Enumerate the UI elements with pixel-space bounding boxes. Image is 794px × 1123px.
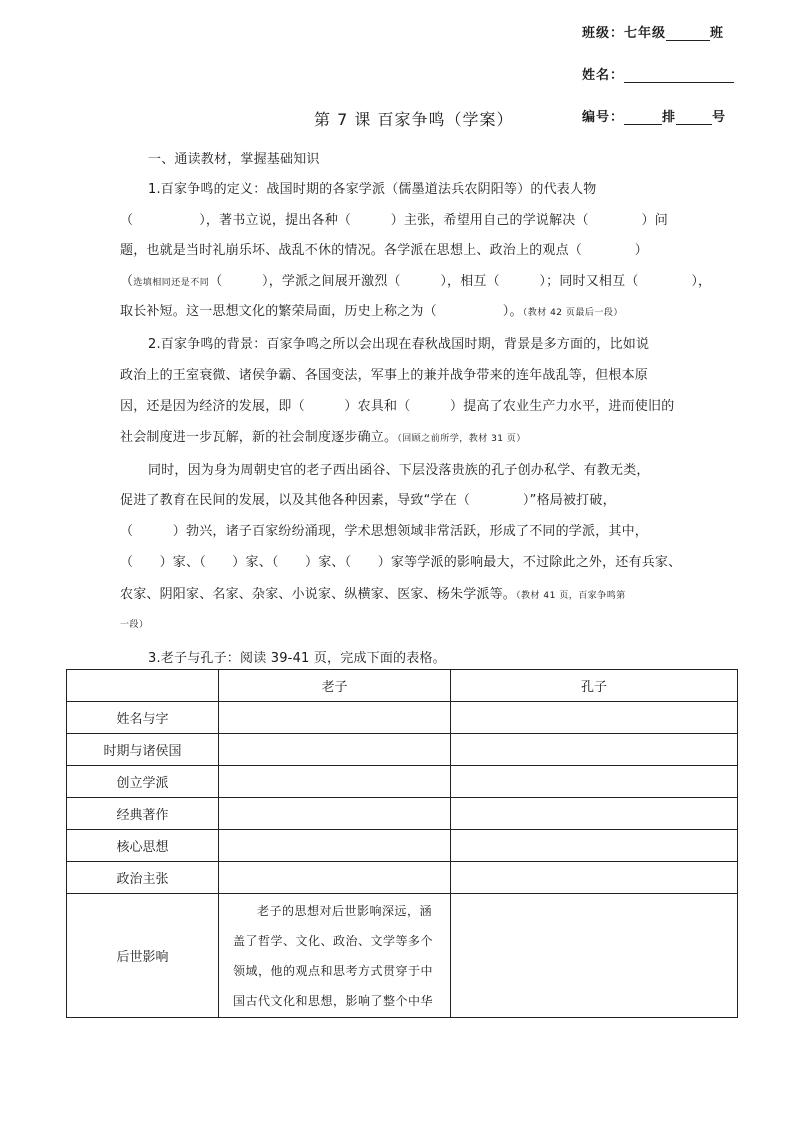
table-row: [67, 894, 738, 1018]
p1-line-3: 题，也就是当时礼崩乐坏、战乱不休的情况。各学派在思想上、政治上的观点（ ）: [120, 243, 649, 258]
laozi-influence-text: 老子的思想对后世影响深远，涵盖了哲学、文化、政治、文学等多个领域，他的观点和思考方式贯穿于中国古代文化和思想，影响了整个中华: [233, 904, 434, 1008]
table-row: [67, 734, 738, 766]
p3-line-4: （ ）家、（ ）家、（ ）家、（ ）家等学派的影响最大，不过除此之外，还有兵家、: [120, 555, 682, 570]
p3-line-5: 农家、阴阳家、名家、杂家、小说家、纵横家、医家、杨朱学派等。（教材 41 页，百家争鸣第: [120, 587, 626, 602]
laozi-school-cell[interactable]: [219, 766, 451, 798]
page-title: 第 7 课 百家争鸣（学案）: [314, 110, 514, 129]
pai-label: 排: [662, 110, 677, 125]
table-row: [67, 862, 738, 894]
class-suffix: 班: [710, 26, 725, 41]
section-heading: 一、通读教材，掌握基础知识: [148, 152, 320, 167]
kongzi-influence-cell[interactable]: [451, 894, 738, 1018]
laozi-influence-cell[interactable]: [219, 894, 451, 1018]
table-row: [67, 830, 738, 862]
row-label-influence: 后世影响: [67, 894, 219, 1018]
kongzi-politics-cell[interactable]: [451, 862, 738, 894]
kongzi-core-cell[interactable]: [451, 830, 738, 862]
pai-blank[interactable]: [624, 110, 662, 125]
table-row: [67, 798, 738, 830]
p1-line-1: 1.百家争鸣的定义：战国时期的各家学派（儒墨道法兵农阴阳等）的代表人物: [148, 182, 597, 197]
p1-line-5: 取长补短。这一思想文化的繁荣局面，历史上称之为（ ）。（教材 42 页最后一段）: [120, 304, 623, 319]
laozi-politics-cell[interactable]: [219, 862, 451, 894]
p1-line-2: （ ），著书立说，提出各种（ ）主张，希望用自己的学说解决（ ）问: [120, 213, 668, 228]
laozi-works-cell[interactable]: [219, 798, 451, 830]
hao-label: 号: [712, 110, 727, 125]
p3-line-3: （ ）勃兴，诸子百家纷纷涌现，学术思想领域非常活跃，形成了不同的学派，其中，: [120, 524, 649, 539]
kongzi-school-cell[interactable]: [451, 766, 738, 798]
kongzi-works-cell[interactable]: [451, 798, 738, 830]
name-label: 姓名：: [582, 68, 625, 83]
laozi-period-cell[interactable]: [219, 734, 451, 766]
name-field: [582, 64, 734, 83]
header-empty-cell: [67, 670, 219, 702]
table-header-row: [67, 670, 738, 702]
row-label-school: 创立学派: [67, 766, 219, 798]
p3-line-2: 促进了教育在民间的发展，以及其他各种因素，导致“学在（ ）”格局被打破，: [120, 493, 616, 508]
kongzi-name-cell[interactable]: [451, 702, 738, 734]
class-blank[interactable]: [666, 26, 710, 41]
row-label-works: 经典著作: [67, 798, 219, 830]
header-laozi: 老子: [219, 670, 451, 702]
row-label-politics: 政治主张: [67, 862, 219, 894]
header-kongzi: 孔子: [451, 670, 738, 702]
class-field: [582, 22, 724, 41]
laozi-core-cell[interactable]: [219, 830, 451, 862]
p3-note-a: （教材 41 页，百家争鸣第: [516, 591, 626, 601]
class-label: 班级：七年级: [582, 26, 667, 41]
p2-note: （回顾之前所学，教材 31 页）: [397, 434, 526, 444]
p2-line-3: 因，还是因为经济的发展，即（ ）农具和（ ）提高了农业生产力水平，进而使旧的: [120, 399, 675, 414]
p1-note-b: （教材 42 页最后一段）: [522, 308, 623, 318]
row-label-core-thought: 核心思想: [67, 830, 219, 862]
p3-note-b: 一段）: [120, 620, 149, 630]
table-row: [67, 766, 738, 798]
p2-line-1: 2.百家争鸣的背景：百家争鸣之所以会出现在春秋战国时期，背景是多方面的，比如说: [148, 337, 650, 352]
comparison-table: [66, 669, 738, 1018]
p1-note-a: 选填相同还是不同: [133, 278, 210, 288]
table-row: [67, 702, 738, 734]
p3-line-1: 同时，因为身为周朝史官的老子西出函谷、下层没落贵族的孔子创办私学、有教无类，: [148, 463, 650, 478]
row-label-name: 姓名与字: [67, 702, 219, 734]
hao-blank[interactable]: [676, 110, 712, 125]
number-label: 编号：: [582, 110, 625, 125]
p2-line-2: 政治上的王室衰微、诸侯争霸、各国变法，军事上的兼并战争带来的连年战乱等，但根本原: [120, 368, 649, 383]
kongzi-period-cell[interactable]: [451, 734, 738, 766]
table-intro: 3.老子与孔子：阅读 39-41 页，完成下面的表格。: [148, 651, 446, 666]
name-blank[interactable]: [624, 68, 734, 83]
laozi-name-cell[interactable]: [219, 702, 451, 734]
row-label-period: 时期与诸侯国: [67, 734, 219, 766]
p1-line-4: （选填相同还是不同（ ），学派之间展开激烈（ ），相互（ ）；同时又相互（ ），: [120, 274, 712, 289]
p2-line-4: 社会制度进一步瓦解，新的社会制度逐步确立。（回顾之前所学，教材 31 页）: [120, 430, 526, 445]
number-field: [582, 106, 726, 125]
